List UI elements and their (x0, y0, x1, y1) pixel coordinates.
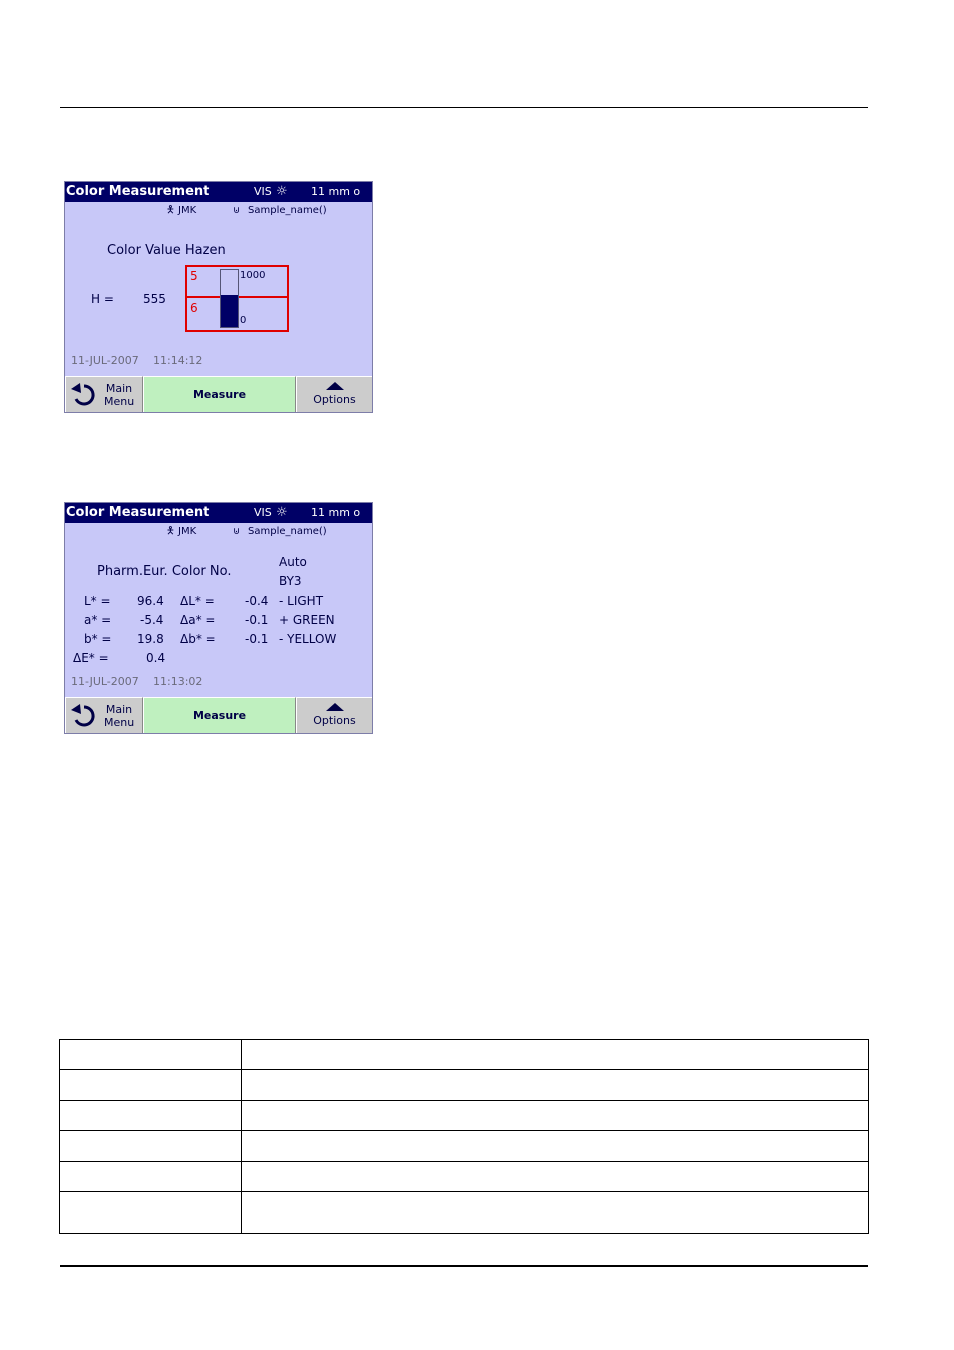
sample-name: Sample_name() (248, 526, 327, 537)
da-value: -0.1 (245, 613, 269, 627)
a-value: -5.4 (140, 613, 164, 627)
back-arrow-icon (70, 382, 98, 408)
mode-label: VIS (254, 185, 272, 198)
sample-icon: ⊍ (233, 526, 241, 537)
table-row (60, 1101, 869, 1131)
measurement-heading: Color Value Hazen (107, 243, 226, 258)
up-triangle-icon (326, 703, 344, 711)
sun-icon: ☼ (276, 505, 288, 520)
de-label: ΔE* = (73, 651, 109, 665)
b-label: b* = (84, 632, 112, 646)
table-cell (60, 1162, 242, 1192)
table-cell (60, 1131, 242, 1162)
date: 11-JUL-2007 (71, 354, 139, 367)
back-arrow-icon (70, 703, 98, 729)
h-value: 555 (143, 292, 166, 306)
table-cell (242, 1192, 869, 1234)
main-menu-label-line2: Menu (104, 716, 135, 729)
user-id: JMK (178, 205, 197, 216)
main-menu-label-line1: Main (105, 382, 133, 395)
measurement-heading: Pharm.Eur. Color No. (97, 564, 232, 579)
table-row (60, 1162, 869, 1192)
sun-icon: ☼ (276, 184, 288, 199)
options-button[interactable] (296, 697, 373, 734)
de-value: 0.4 (146, 651, 166, 665)
l-value: 96.4 (137, 594, 164, 608)
dl-label: ΔL* = (180, 594, 215, 608)
screen-title: Color Measurement (66, 184, 210, 199)
measure-button[interactable]: Measure (143, 376, 296, 413)
db-label: Δb* = (180, 632, 216, 646)
a-label: a* = (84, 613, 112, 627)
h-label: H = (91, 292, 114, 306)
time: 11:13:02 (153, 675, 203, 688)
table-row (60, 1131, 869, 1162)
table-cell (60, 1040, 242, 1070)
options-label: Options (313, 393, 356, 406)
cell-size: 11 mm o (311, 506, 361, 519)
db-desc: - YELLOW (279, 632, 337, 646)
auto-label: Auto (279, 555, 307, 569)
da-label: Δa* = (180, 613, 216, 627)
header-rule (60, 107, 868, 108)
up-triangle-icon (326, 382, 344, 390)
b-value: 19.8 (137, 632, 164, 646)
main-menu-button[interactable] (65, 697, 143, 734)
date: 11-JUL-2007 (71, 675, 139, 688)
sample-name: Sample_name() (248, 205, 327, 216)
person-icon: 🯅 (166, 205, 175, 216)
table-cell (242, 1040, 869, 1070)
main-menu-label-line2: Menu (104, 395, 135, 408)
callout-number-6: 6 (190, 301, 198, 315)
title-bar (65, 503, 372, 523)
dl-desc: - LIGHT (279, 594, 324, 608)
bar-min-label: 0 (240, 315, 247, 326)
measure-button[interactable]: Measure (143, 697, 296, 734)
table-row (60, 1070, 869, 1101)
main-menu-label-line1: Main (105, 703, 133, 716)
main-menu-button[interactable] (65, 376, 143, 413)
table-cell (242, 1101, 869, 1131)
color-number: BY3 (279, 574, 302, 588)
screen-color-value-hazen (64, 181, 373, 413)
options-button[interactable] (296, 376, 373, 413)
da-desc: + GREEN (279, 613, 335, 627)
table-row (60, 1040, 869, 1070)
screen-pharm-eur-color (64, 502, 373, 734)
options-label: Options (313, 714, 356, 727)
l-label: L* = (84, 594, 111, 608)
bar-max-label: 1000 (240, 270, 266, 281)
table-row (60, 1192, 869, 1234)
callout-number-5: 5 (190, 269, 198, 283)
title-bar (65, 182, 372, 202)
button-bar (65, 376, 372, 413)
document-table (59, 1039, 869, 1234)
sample-icon: ⊍ (233, 205, 241, 216)
table-cell (60, 1070, 242, 1101)
hazen-bar-fill (221, 295, 238, 327)
db-value: -0.1 (245, 632, 269, 646)
hazen-bar-gauge (220, 269, 239, 328)
table-cell (242, 1131, 869, 1162)
time: 11:14:12 (153, 354, 203, 367)
table-cell (60, 1101, 242, 1131)
table-cell (242, 1162, 869, 1192)
table-cell (242, 1070, 869, 1101)
footer-rule (60, 1265, 868, 1267)
table-cell (60, 1192, 242, 1234)
cell-size: 11 mm o (311, 185, 361, 198)
dl-value: -0.4 (245, 594, 269, 608)
user-id: JMK (178, 526, 197, 537)
person-icon: 🯅 (166, 526, 175, 537)
screen-title: Color Measurement (66, 505, 210, 520)
mode-label: VIS (254, 506, 272, 519)
button-bar (65, 697, 372, 734)
